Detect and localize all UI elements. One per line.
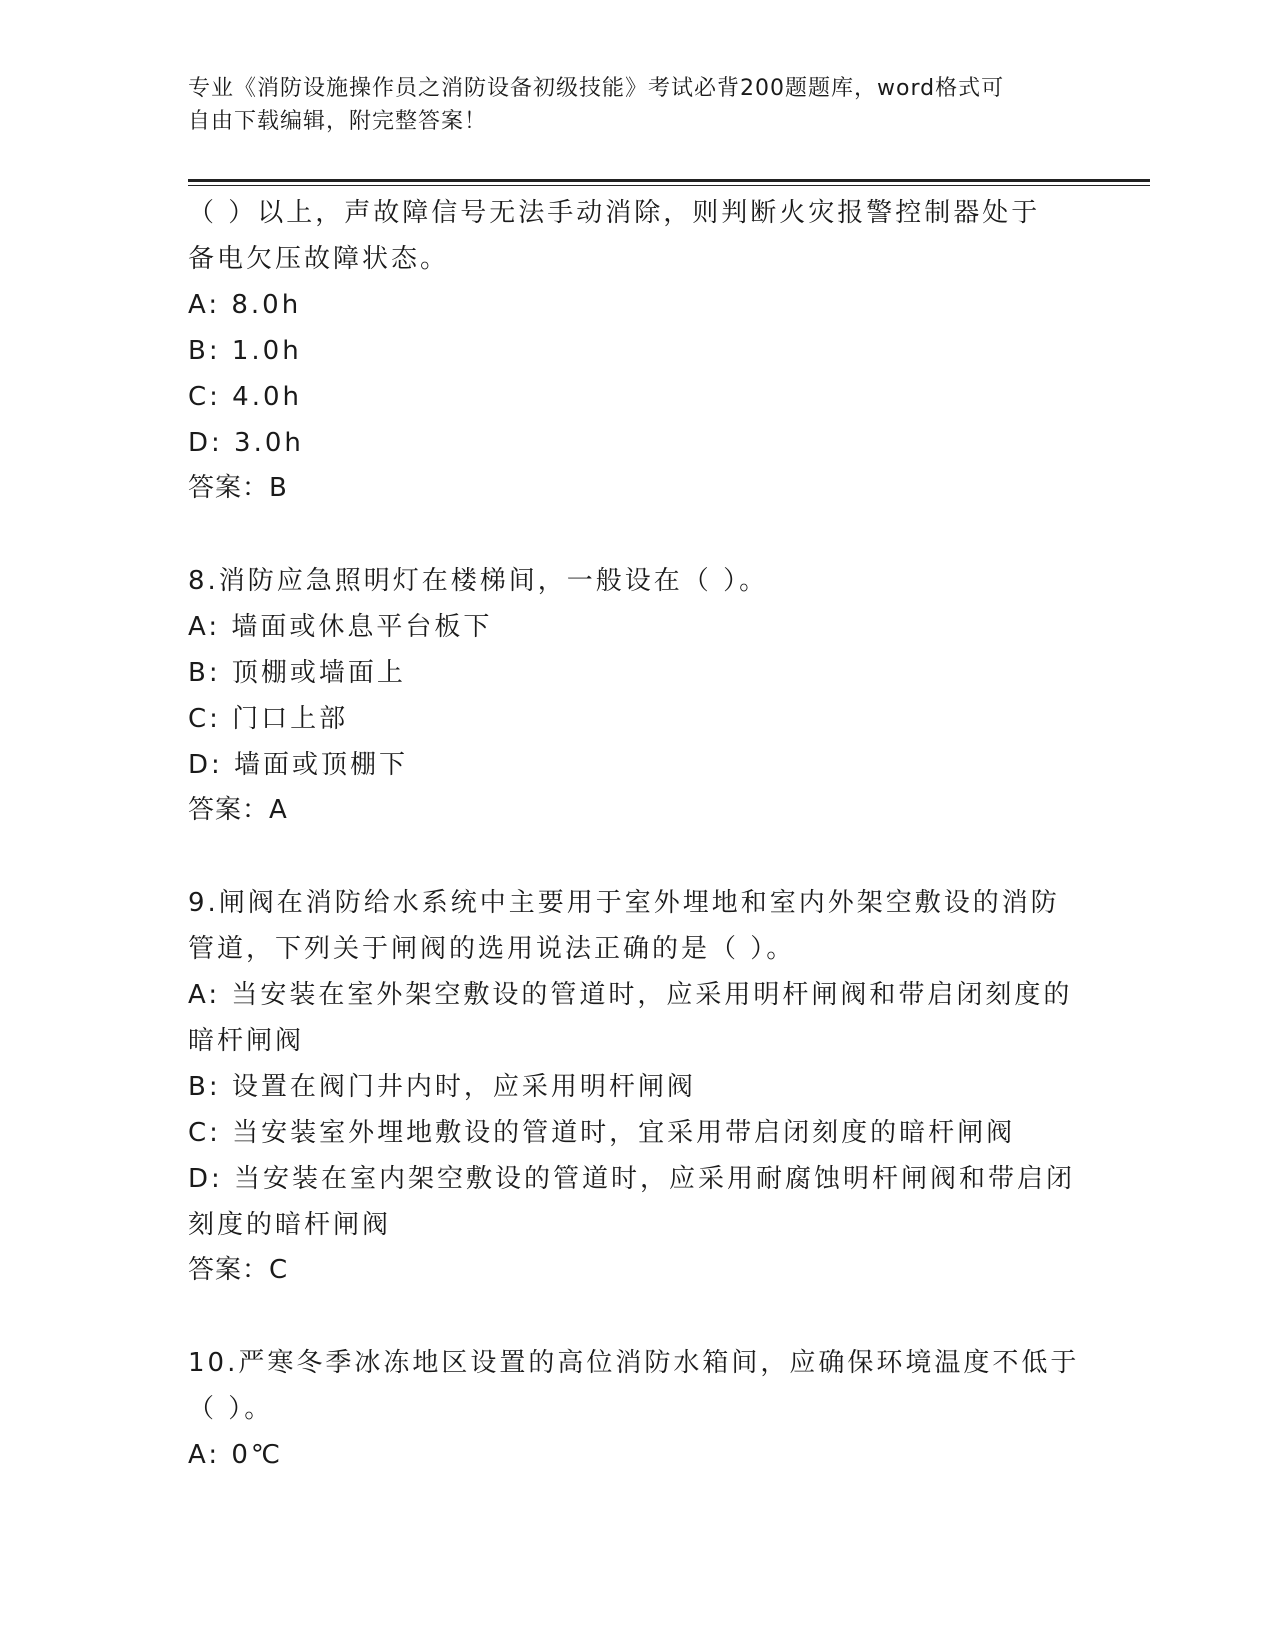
answer-label: 答案：B bbox=[188, 473, 288, 503]
question-7 bbox=[188, 190, 1088, 510]
option-a-continued: 暗杆闸阀 bbox=[188, 1026, 305, 1056]
spacer bbox=[188, 1292, 1088, 1340]
question-stem: 9.闸阀在消防给水系统中主要用于室外埋地和室内外架空敷设的消防 bbox=[188, 888, 1060, 918]
option-d: D: 墙面或顶棚下 bbox=[188, 750, 409, 780]
header-title-line-1: 专业《消防设施操作员之消防设备初级技能》考试必背200题题库，word格式可 bbox=[188, 76, 1005, 101]
header-divider-thin bbox=[188, 185, 1150, 186]
option-c: C: 当安装室外埋地敷设的管道时，宜采用带启闭刻度的暗杆闸阀 bbox=[188, 1118, 1016, 1148]
option-b: B: 顶棚或墙面上 bbox=[188, 658, 406, 688]
question-stem: 备电欠压故障状态。 bbox=[188, 244, 450, 274]
answer-label: 答案：C bbox=[188, 1255, 289, 1285]
question-10 bbox=[188, 1340, 1088, 1478]
option-c: C: 门口上部 bbox=[188, 704, 349, 734]
question-list bbox=[188, 190, 1088, 1478]
answer-label: 答案：A bbox=[188, 795, 288, 825]
question-8 bbox=[188, 558, 1088, 832]
option-a: A: 8.0h bbox=[188, 290, 302, 320]
option-d: D: 3.0h bbox=[188, 428, 304, 458]
option-a: A: 当安装在室外架空敷设的管道时，应采用明杆闸阀和带启闭刻度的 bbox=[188, 980, 1073, 1010]
question-9 bbox=[188, 880, 1088, 1292]
option-c: C: 4.0h bbox=[188, 382, 303, 412]
option-b: B: 1.0h bbox=[188, 336, 302, 366]
question-stem: 8.消防应急照明灯在楼梯间，一般设在（ ）。 bbox=[188, 566, 769, 596]
header-divider-thick bbox=[188, 179, 1150, 182]
question-stem: （ ）以上，声故障信号无法手动消除，则判断火灾报警控制器处于 bbox=[188, 198, 1041, 228]
spacer bbox=[188, 510, 1088, 558]
option-d: D: 当安装在室内架空敷设的管道时，应采用耐腐蚀明杆闸阀和带启闭 bbox=[188, 1164, 1076, 1194]
option-b: B: 设置在阀门井内时，应采用明杆闸阀 bbox=[188, 1072, 696, 1102]
question-stem: （ ）。 bbox=[188, 1394, 274, 1424]
option-d-continued: 刻度的暗杆闸阀 bbox=[188, 1210, 392, 1240]
document-header bbox=[188, 72, 1068, 138]
option-a: A: 0℃ bbox=[188, 1440, 284, 1470]
spacer bbox=[188, 832, 1088, 880]
question-stem: 管道，下列关于闸阀的选用说法正确的是（ ）。 bbox=[188, 934, 796, 964]
header-title-line-2: 自由下载编辑，附完整答案！ bbox=[188, 109, 488, 134]
option-a: A: 墙面或休息平台板下 bbox=[188, 612, 493, 642]
question-stem: 10.严寒冬季冰冻地区设置的高位消防水箱间，应确保环境温度不低于 bbox=[188, 1348, 1080, 1378]
